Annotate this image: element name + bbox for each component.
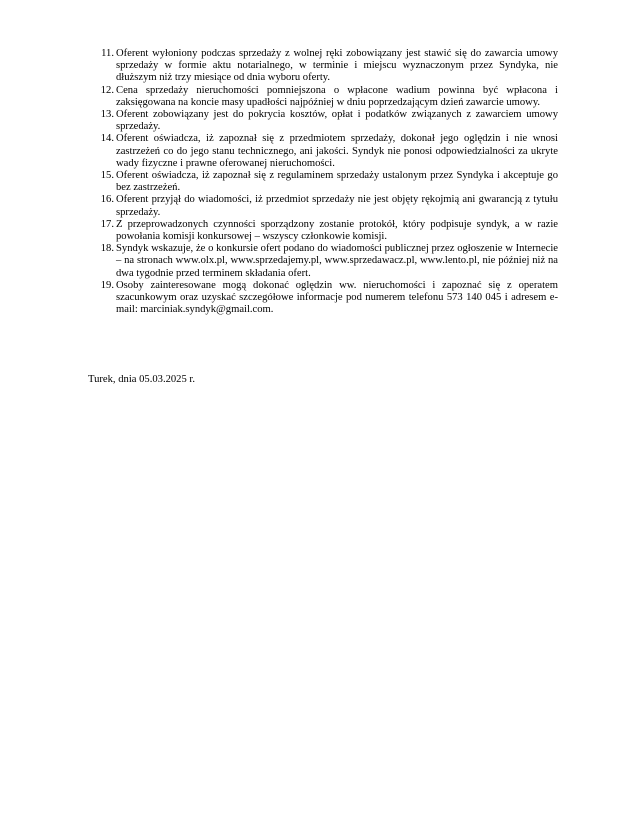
list-item-number: 14.: [100, 133, 114, 145]
place-date: Turek, dnia 05.03.2025 r.: [88, 374, 196, 385]
list-item-number: 11.: [101, 48, 114, 59]
list-item-text: Oferent oświadcza, iż zapoznał się z regulaminem sprzedaży ustalonym przez Syndyka i akceptuje go bez zastrzeżeń.: [116, 170, 558, 194]
list-item: [88, 48, 558, 85]
list-item-text: Z przeprowadzonych czynności sporządzony zostanie protokół, który podpisuje syndyk, a w razie powołania komisji konkursowej – wszyscy członkowie komisji.: [116, 218, 558, 243]
list-item-text: Cena sprzedaży nieruchomości pomniejszona o wpłacone wadium powinna być wpłacona i zaksięgowana na koncie masy upadłości najpóźniej w dniu poprzedzającym dzień zawarcie umowy.: [116, 84, 558, 108]
list-item-number: 15.: [100, 170, 114, 182]
list-item-text: Osoby zainteresowane mogą dokonać oględzin ww. nieruchomości i zapoznać się z operatem szacunkowym oraz uzyskać szczegółowe informacje pod numerem telefonu 573 140 045 i adresem e-mail: marciniak.syndyk@gmail.com.: [116, 279, 558, 316]
list-item-number: 19.: [100, 279, 114, 291]
list-item: [88, 170, 558, 194]
list-item-text: Syndyk wskazuje, że o konkursie ofert podano do wiadomości publicznej przez ogłoszenie w Internecie – na stronach www.olx.pl, www.sprzedajemy.pl, www.sprzedawacz.pl, www.lento.pl, nie później niż na dwa tygodnie przed terminem składania ofert.: [116, 243, 558, 279]
list-item: [88, 219, 558, 243]
list-item: [88, 85, 558, 109]
list-item-text: Oferent przyjął do wiadomości, iż przedmiot sprzedaży nie jest objęty rękojmią ani gwarancją z tytułu sprzedaży.: [116, 194, 558, 218]
list-item-number: 18.: [100, 243, 114, 255]
list-item-number: 17.: [100, 218, 114, 230]
list-item: [88, 280, 558, 317]
list-item-text: Oferent wyłoniony podczas sprzedaży z wolnej ręki zobowiązany jest stawić się do zawarcia umowy sprzedaży w formie aktu notarialnego, w terminie i miejscu wyznaczonym przez Syndyka, nie dłuższym niż trzy miesiące od dnia wyboru oferty.: [116, 48, 558, 84]
list-item-number: 16.: [100, 194, 114, 206]
list-item-text: Oferent zobowiązany jest do pokrycia kosztów, opłat i podatków związanych z zawarciem umowy sprzedaży.: [116, 109, 558, 133]
list-item: [88, 243, 558, 280]
list-item-number: 12.: [100, 84, 114, 96]
list-item: [88, 194, 558, 218]
list-item-text: Oferent oświadcza, iż zapoznał się z przedmiotem sprzedaży, dokonał jego oględzin i nie wnosi zastrzeżeń co do jego stanu technicznego, ani jakości. Syndyk nie ponosi odpowiedzialności za ukryte wady fizyczne i prawne oferowanej nieruchomości.: [116, 133, 558, 169]
list-item: [88, 133, 558, 170]
list-item: [88, 109, 558, 133]
terms-list: [88, 48, 558, 316]
list-item-number: 13.: [100, 109, 114, 121]
